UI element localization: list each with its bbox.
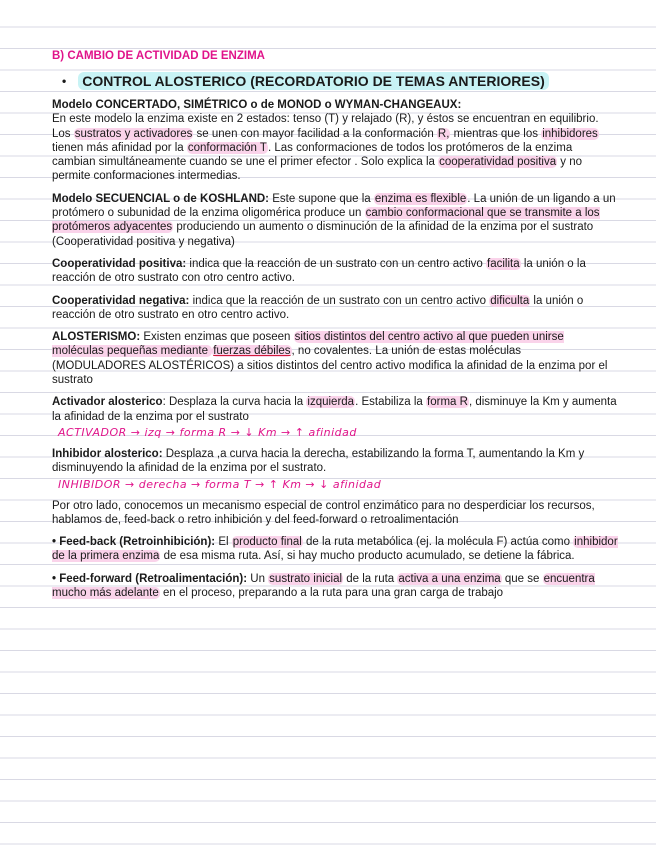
highlight: sitios distintos del centro activo al que pueden unirse moléculas pequeñas mediante bbox=[52, 331, 564, 358]
highlight: inhibidor de la primera enzima bbox=[52, 536, 618, 563]
text: de la ruta metabólica (ej. la molécula F) actúa como bbox=[302, 536, 574, 549]
highlight: cambio conformacional que se transmite a los protómeros adyacentes bbox=[52, 207, 600, 234]
highlight: activa a una enzima bbox=[398, 572, 501, 585]
text: , no covalentes. La unión de estas moléculas (MODULADORES ALOSTÉRICOS) a sitios distintos del centro activo modifica la afinidad de la enzima por el sustrato bbox=[52, 345, 608, 387]
highlight: inhibidores bbox=[542, 127, 598, 140]
highlight: enzima es flexible bbox=[374, 192, 467, 205]
highlight: sustratos y activadores bbox=[74, 127, 193, 140]
text: . La unión de un ligando a un protómero o subunidad de la enzima oligomérica produce un bbox=[52, 192, 616, 220]
text: se unen con mayor facilidad a la conformación bbox=[193, 127, 437, 140]
paragraph-concertado bbox=[52, 98, 618, 184]
handwritten-note-inhibidor: INHIBIDOR → derecha → forma T → ↑ Km → ↓ afinidad bbox=[58, 477, 382, 491]
text: El bbox=[215, 536, 232, 549]
text: . Las conformaciones de todos los protómeros de la enzima cambian simultáneamente cuando se une el primer efector . Solo explica la bbox=[52, 141, 573, 169]
highlight: conformación T bbox=[187, 141, 267, 154]
feedforward-title: • Feed-forward (Retroalimentación): bbox=[52, 572, 248, 585]
activador-title: Activador alosterico bbox=[52, 396, 163, 409]
paragraph-otro-lado: Por otro lado, conocemos un mecanismo especial de control enzimático para no desperdiciar los recursos, hablamos de, feed-back o retro inhibición y del feed-forward o retroalimentación bbox=[52, 499, 595, 526]
inhibidor-title: Inhibidor alosterico: bbox=[52, 447, 163, 460]
document-content bbox=[52, 50, 618, 608]
highlight: R, bbox=[437, 127, 450, 140]
text: Existen enzimas que poseen bbox=[140, 331, 294, 344]
highlight-underlined: fuerzas débiles bbox=[213, 345, 291, 358]
paragraph-feedback bbox=[52, 535, 618, 564]
text: la unión o la reacción de otro sustrato con otro centro activo. bbox=[52, 257, 586, 285]
secuencial-title: Modelo SECUENCIAL o de KOSHLAND: bbox=[52, 192, 270, 205]
highlight: facilita bbox=[487, 257, 520, 270]
text: mientras que los bbox=[450, 127, 542, 140]
highlight: cooperatividad positiva bbox=[439, 156, 557, 169]
text: Un bbox=[247, 572, 269, 585]
text: produciendo un aumento o disminución de la afinidad de la enzima por el sustrato (Cooperatividad positiva y negativa) bbox=[52, 221, 594, 248]
text: de la ruta bbox=[343, 572, 398, 585]
text: Este supone que la bbox=[269, 192, 374, 205]
text: , disminuye la Km y aumenta la afinidad de la enzima por el sustrato bbox=[52, 396, 617, 423]
section-title: B) CAMBIO DE ACTIVIDAD DE ENZIMA bbox=[52, 50, 265, 62]
text: que se bbox=[501, 572, 543, 585]
coop-pos-title: Cooperatividad positiva: bbox=[52, 257, 187, 270]
highlight: encuentra mucho más adelante bbox=[52, 572, 595, 600]
text: de esa misma ruta. Así, si hay mucho producto acumulado, se detiene la fábrica. bbox=[160, 550, 575, 563]
text: en el proceso, preparando a la ruta para una gran carga de trabajo bbox=[159, 587, 504, 600]
text: : Desplaza la curva hacia la bbox=[162, 396, 307, 409]
paragraph-inhibidor bbox=[52, 447, 618, 476]
paragraph-coop-positiva bbox=[52, 257, 618, 286]
handwritten-note-activador: ACTIVADOR → izq → forma R → ↓ Km → ↑ afinidad bbox=[58, 425, 357, 439]
highlight: forma R bbox=[427, 396, 468, 409]
text: En este modelo la enzima existe en 2 estados: tenso (T) y relajado (R), y éstos se encuentran en equilibrio. Los bbox=[52, 113, 599, 140]
alosterismo-title: ALOSTERISMO: bbox=[52, 331, 141, 344]
paragraph-feedforward bbox=[52, 572, 618, 601]
concertado-title: Modelo CONCERTADO, SIMÉTRICO o de MONOD o WYMAN-CHANGEAUX: bbox=[52, 99, 462, 111]
highlight: producto final bbox=[232, 536, 302, 549]
feedback-title: • Feed-back (Retroinhibición): bbox=[52, 536, 216, 549]
paragraph-activador bbox=[52, 395, 618, 424]
text: la unión o reacción de otro sustrato en otro centro activo. bbox=[52, 294, 584, 321]
text: indica que la reacción de un sustrato con un centro activo bbox=[189, 294, 490, 307]
text: y no permite conformaciones intermedias. bbox=[52, 156, 583, 183]
main-heading bbox=[62, 72, 618, 90]
text: Desplaza ,a curva hacia la derecha, estabilizando la forma T, aumentando la Km y disminuyendo la afinidad de la enzima por el sustrato. bbox=[52, 447, 585, 475]
text: indica que la reacción de un sustrato con un centro activo bbox=[186, 257, 487, 270]
highlight: dificulta bbox=[490, 294, 530, 307]
text: tienen más afinidad por la bbox=[52, 141, 187, 154]
highlight: sustrato inicial bbox=[269, 572, 343, 585]
main-heading-text: CONTROL ALOSTERICO (RECORDATORIO DE TEMAS ANTERIORES) bbox=[78, 72, 549, 90]
paragraph-secuencial bbox=[52, 192, 618, 249]
paragraph-alosterismo bbox=[52, 330, 618, 387]
highlight: izquierda bbox=[307, 396, 355, 409]
text: . Estabiliza la bbox=[355, 396, 427, 409]
paragraph-coop-negativa bbox=[52, 294, 618, 323]
bullet-icon: • bbox=[62, 74, 67, 88]
coop-neg-title: Cooperatividad negativa: bbox=[52, 294, 190, 307]
